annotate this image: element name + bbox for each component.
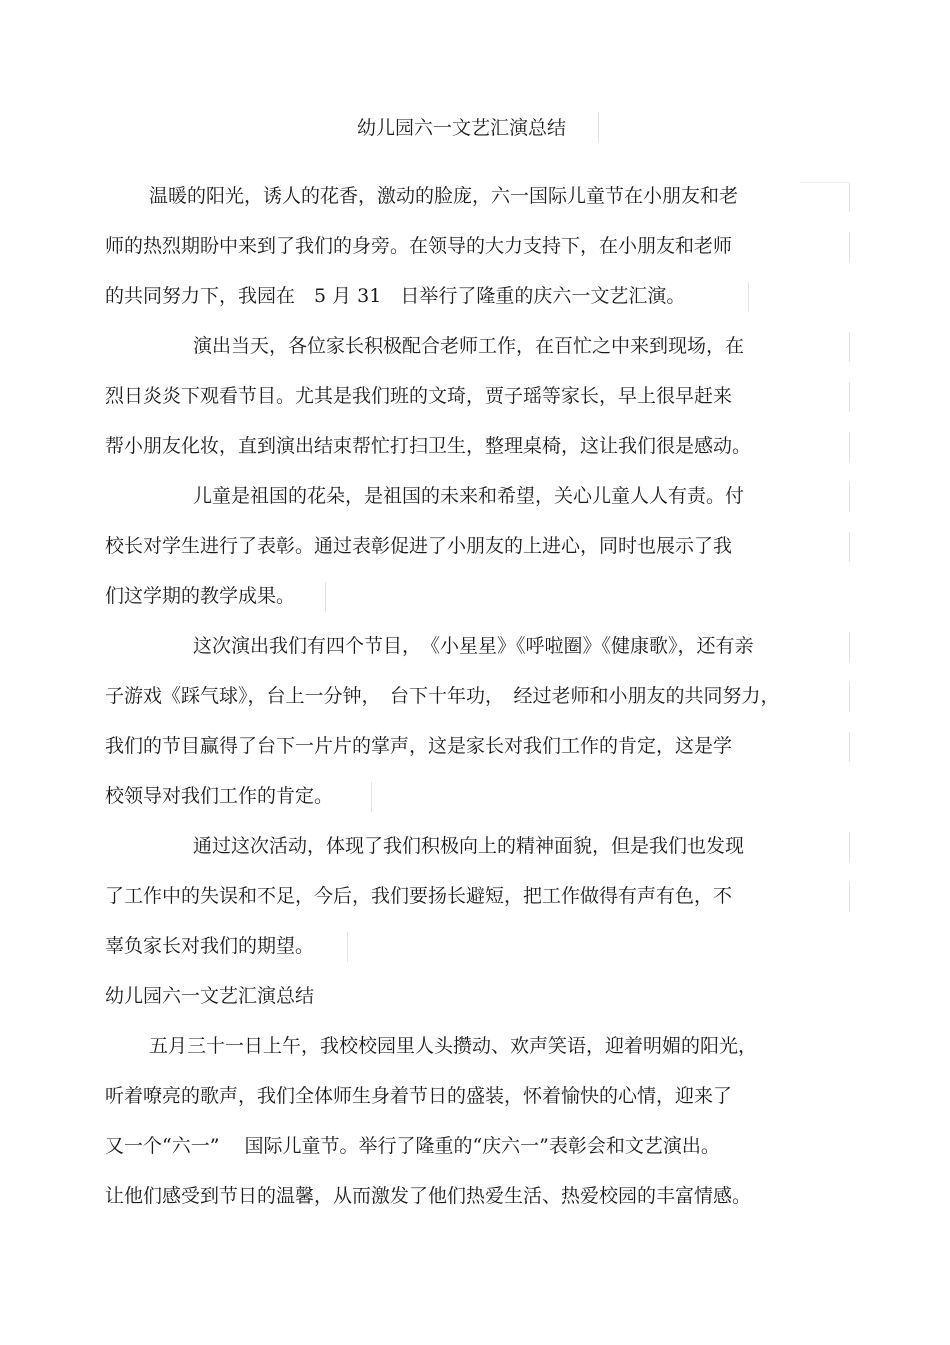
text-line: 这次演出我们有四个节目， 《小星星》《呼啦圈》《健康歌》，还有亲 bbox=[193, 635, 754, 657]
margin-rule bbox=[849, 682, 850, 712]
section-heading: 幼儿园六一文艺汇演总结 bbox=[105, 985, 315, 1007]
margin-rule bbox=[849, 732, 850, 762]
margin-rule bbox=[849, 232, 850, 262]
text-line: 校长对学生进行了表彰。通过表彰促进了小朋友的上进心，同时也展示了我 bbox=[105, 535, 733, 557]
margin-rule bbox=[325, 582, 326, 612]
text-line: 帮小朋友化妆，直到演出结束帮忙打扫卫生，整理桌椅，这让我们很是感动。 bbox=[105, 435, 752, 457]
margin-rule bbox=[347, 932, 348, 962]
margin-rule bbox=[849, 432, 850, 462]
text-line: 的共同努力下，我园在 5 月 31 日举行了隆重的庆六一文艺汇演。 bbox=[105, 285, 686, 307]
text-line: 们这学期的教学成果。 bbox=[105, 585, 296, 607]
text-line: 五月三十一日上午，我校校园里人头攒动、欢声笑语，迎着明媚的阳光， bbox=[149, 1035, 758, 1057]
text-line: 烈日炎炎下观看节目。尤其是我们班的文琦，贾子瑶等家长，早上很早赶来 bbox=[105, 385, 733, 407]
text-line: 了工作中的失误和不足，今后，我们要扬长避短，把工作做得有声有色，不 bbox=[105, 885, 733, 907]
text-line: 我们的节目赢得了台下一片片的掌声，这是家长对我们工作的肯定，这是学 bbox=[105, 735, 733, 757]
margin-rule bbox=[849, 632, 850, 662]
text-line: 儿童是祖国的花朵，是祖国的未来和希望，关心儿童人人有责。付 bbox=[193, 485, 745, 507]
text-line: 辜负家长对我们的期望。 bbox=[105, 935, 315, 957]
margin-rule bbox=[849, 182, 850, 212]
text-line: 通过这次活动，体现了我们积极向上的精神面貌，但是我们也发现 bbox=[193, 835, 745, 857]
text-line: 听着嘹亮的歌声，我们全体师生身着节日的盛装，怀着愉快的心情，迎来了 bbox=[105, 1085, 733, 1107]
margin-rule bbox=[800, 182, 850, 183]
margin-rule bbox=[598, 112, 599, 142]
margin-rule bbox=[849, 332, 850, 362]
margin-rule bbox=[748, 282, 749, 312]
margin-rule bbox=[849, 382, 850, 412]
margin-rule bbox=[849, 532, 850, 562]
text-line: 又一个“六一” 国际儿童节。举行了隆重的“庆六一”表彰会和文艺演出。 bbox=[105, 1135, 720, 1157]
text-line: 温暖的阳光，诱人的花香，激动的脸庞，六一国际儿童节在小朋友和老 bbox=[149, 185, 739, 207]
text-line: 让他们感受到节日的温馨，从而激发了他们热爱生活、热爱校园的丰富情感。 bbox=[105, 1185, 752, 1207]
margin-rule bbox=[849, 832, 850, 862]
margin-rule bbox=[371, 782, 372, 812]
margin-rule bbox=[849, 482, 850, 512]
text-line: 子游戏《踩气球》，台上一分钟， 台下十年功， 经过老师和小朋友的共同努力， bbox=[105, 685, 780, 707]
text-line: 校领导对我们工作的肯定。 bbox=[105, 785, 334, 807]
margin-rule bbox=[849, 882, 850, 912]
text-line: 师的热烈期盼中来到了我们的身旁。在领导的大力支持下，在小朋友和老师 bbox=[105, 235, 733, 257]
document-title: 幼儿园六一文艺汇演总结 bbox=[357, 117, 567, 139]
text-line: 演出当天，各位家长积极配合老师工作，在百忙之中来到现场，在 bbox=[193, 335, 745, 357]
